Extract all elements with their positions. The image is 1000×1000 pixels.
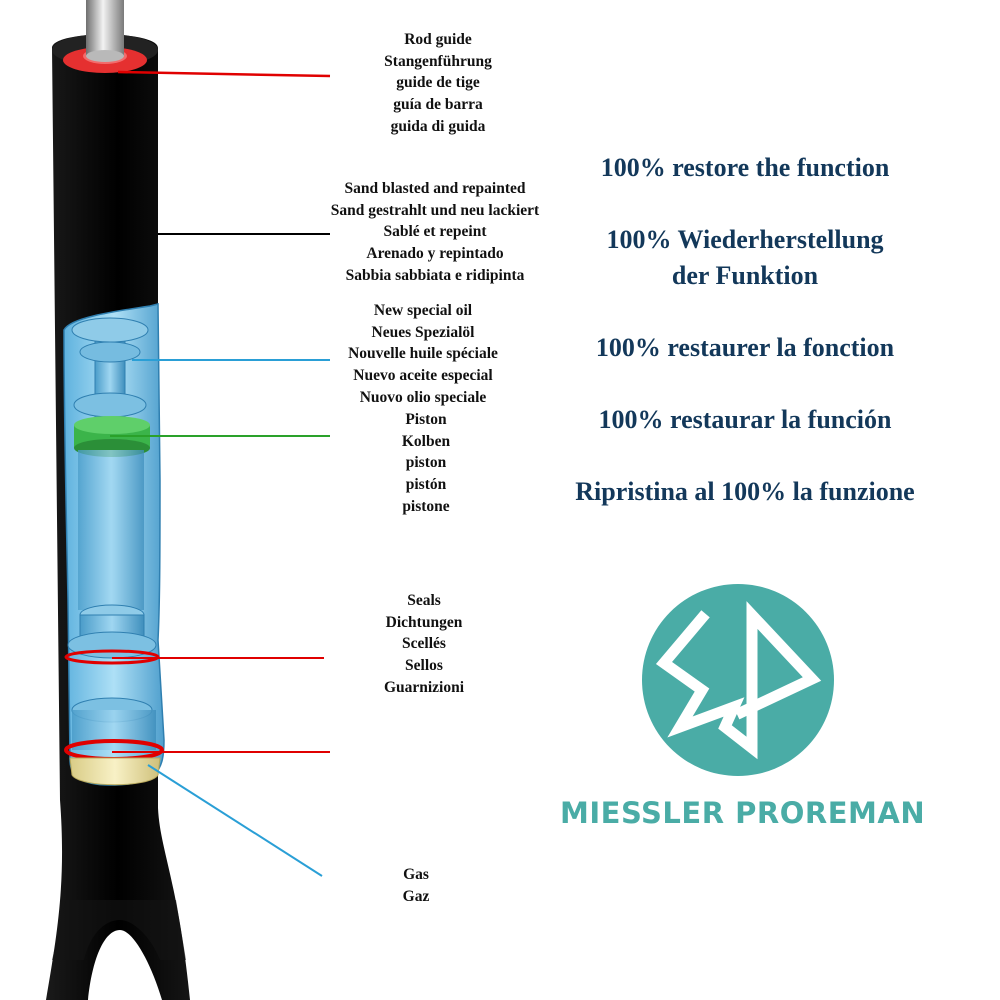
claim-it: Ripristina al 100% la funzione xyxy=(575,477,915,506)
label-line: Nouvelle huile spéciale xyxy=(348,345,498,363)
ep-monogram-icon xyxy=(642,584,834,776)
label-line: guida di guida xyxy=(390,117,486,135)
label-line: Neues Spezialöl xyxy=(371,323,475,341)
claim-es: 100% restaurar la función xyxy=(598,405,892,434)
label-line: guide de tige xyxy=(396,74,480,92)
claim-en: 100% restore the function xyxy=(600,153,890,182)
label-piston xyxy=(346,409,506,518)
claim-de-line2: der Funktion xyxy=(671,261,819,290)
label-line: Scellés xyxy=(402,635,446,653)
label-line: Sand gestrahlt und neu lackiert xyxy=(330,201,540,219)
label-rod-guide xyxy=(338,29,538,138)
label-seals xyxy=(344,590,504,699)
restoration-claims xyxy=(530,150,960,510)
label-line: Sabbia sabbiata e ridipinta xyxy=(345,266,525,284)
label-line: Dichtungen xyxy=(385,613,463,631)
label-line: guía de barra xyxy=(393,96,483,114)
label-line: Seals xyxy=(407,592,441,609)
label-gas xyxy=(366,864,466,907)
gas-chamber xyxy=(70,758,160,785)
leader-gas xyxy=(148,765,322,876)
pressure-tube xyxy=(78,450,144,610)
label-line: Gaz xyxy=(402,887,430,905)
label-line: Sablé et repeint xyxy=(383,223,487,241)
label-line: piston xyxy=(405,454,447,472)
label-line: Sand blasted and repainted xyxy=(344,180,526,197)
label-line: Arenado y repintado xyxy=(366,245,504,263)
label-line: Sellos xyxy=(405,657,443,675)
label-new-special-oil xyxy=(320,300,526,409)
label-line: Gas xyxy=(403,866,429,883)
label-line: Stangenführung xyxy=(384,52,492,70)
label-line: New special oil xyxy=(373,302,473,319)
brand-name: MIESSLER PROREMAN xyxy=(560,796,926,830)
label-line: pistone xyxy=(402,497,450,515)
claim-de-line1: 100% Wiederherstellung xyxy=(606,225,884,254)
label-line: Piston xyxy=(405,411,447,428)
label-line: Rod guide xyxy=(404,31,472,48)
label-line: Kolben xyxy=(401,432,451,450)
claim-fr: 100% restaurer la fonction xyxy=(595,333,895,362)
label-line: pistón xyxy=(405,476,447,494)
label-line: Nuevo aceite especial xyxy=(353,367,493,385)
label-line: Nuovo olio speciale xyxy=(359,388,487,406)
label-line: Guarnizioni xyxy=(383,678,465,696)
